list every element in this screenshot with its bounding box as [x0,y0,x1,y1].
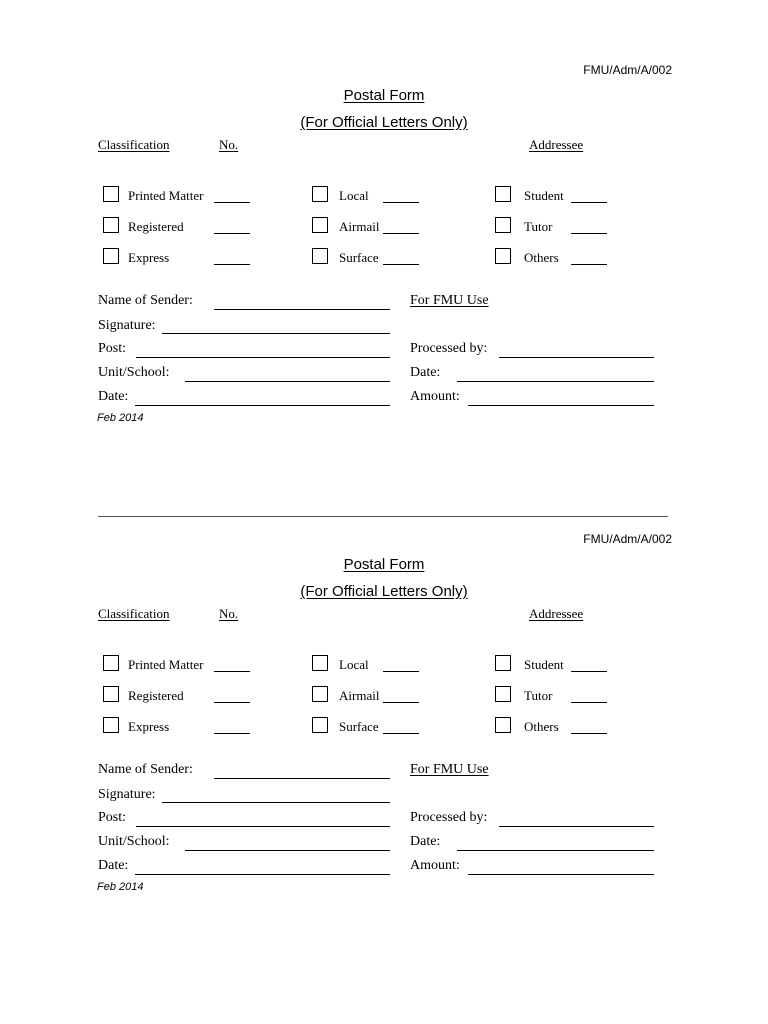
student-label: Student [524,657,564,672]
fmu-date-field[interactable] [457,381,654,382]
post-label: Post: [98,341,127,356]
postal-form-top [0,0,768,440]
signature-label: Signature: [98,318,156,333]
surface-label: Surface [339,719,379,734]
signature-field[interactable] [162,802,390,803]
local-checkbox[interactable] [312,655,328,671]
local-no-field[interactable] [383,202,419,203]
others-no-field[interactable] [571,264,607,265]
amount-field[interactable] [468,405,654,406]
processed-by-field[interactable] [499,357,654,358]
printed-matter-no-field[interactable] [214,202,250,203]
fmu-use-heading: For FMU Use [410,762,489,777]
local-no-field[interactable] [383,671,419,672]
express-checkbox[interactable] [103,248,119,264]
form-footer-date: Feb 2014 [97,412,144,424]
no-header: No. [219,137,239,152]
tutor-no-field[interactable] [571,233,607,234]
classification-header: Classification [98,137,170,152]
amount-label: Amount: [410,858,460,873]
form-footer-date: Feb 2014 [97,881,144,893]
no-header: No. [219,606,239,621]
tutor-label: Tutor [524,688,553,703]
tutor-no-field[interactable] [571,702,607,703]
tutor-checkbox[interactable] [495,686,511,702]
unit-school-label: Unit/School: [98,365,170,380]
sender-name-label: Name of Sender: [98,293,193,308]
registered-label: Registered [128,219,184,234]
addressee-header: Addressee [529,137,584,152]
surface-no-field[interactable] [383,733,419,734]
student-checkbox[interactable] [495,655,511,671]
express-checkbox[interactable] [103,717,119,733]
registered-no-field[interactable] [214,702,250,703]
fmu-use-heading: For FMU Use [410,293,489,308]
form-subtitle: (For Official Letters Only) [300,583,468,600]
surface-checkbox[interactable] [312,717,328,733]
airmail-no-field[interactable] [383,702,419,703]
surface-label: Surface [339,250,379,265]
fmu-date-field[interactable] [457,850,654,851]
amount-label: Amount: [410,389,460,404]
signature-field[interactable] [162,333,390,334]
student-no-field[interactable] [571,202,607,203]
sender-date-label: Date: [98,389,129,404]
airmail-checkbox[interactable] [312,686,328,702]
printed-matter-checkbox[interactable] [103,655,119,671]
processed-by-label: Processed by: [410,341,488,356]
postal-form-bottom [0,469,768,909]
airmail-label: Airmail [339,688,380,703]
others-no-field[interactable] [571,733,607,734]
student-no-field[interactable] [571,671,607,672]
registered-label: Registered [128,688,184,703]
sender-name-label: Name of Sender: [98,762,193,777]
printed-matter-label: Printed Matter [128,657,204,672]
local-label: Local [339,188,369,203]
post-field[interactable] [136,357,390,358]
student-label: Student [524,188,564,203]
post-field[interactable] [136,826,390,827]
unit-school-label: Unit/School: [98,834,170,849]
sender-date-field[interactable] [135,874,390,875]
local-checkbox[interactable] [312,186,328,202]
form-title: Postal Form [343,87,425,104]
others-checkbox[interactable] [495,248,511,264]
fmu-date-label: Date: [410,834,441,849]
surface-no-field[interactable] [383,264,419,265]
sender-name-field[interactable] [214,309,390,310]
others-label: Others [524,719,559,734]
registered-checkbox[interactable] [103,686,119,702]
processed-by-label: Processed by: [410,810,488,825]
sender-date-label: Date: [98,858,129,873]
fmu-date-label: Date: [410,365,441,380]
unit-school-field[interactable] [185,850,390,851]
express-no-field[interactable] [214,264,250,265]
amount-field[interactable] [468,874,654,875]
processed-by-field[interactable] [499,826,654,827]
unit-school-field[interactable] [185,381,390,382]
signature-label: Signature: [98,787,156,802]
others-label: Others [524,250,559,265]
form-code: FMU/Adm/A/002 [583,63,672,77]
airmail-no-field[interactable] [383,233,419,234]
sender-name-field[interactable] [214,778,390,779]
others-checkbox[interactable] [495,717,511,733]
local-label: Local [339,657,369,672]
registered-checkbox[interactable] [103,217,119,233]
form-code: FMU/Adm/A/002 [583,532,672,546]
surface-checkbox[interactable] [312,248,328,264]
express-no-field[interactable] [214,733,250,734]
tutor-label: Tutor [524,219,553,234]
post-label: Post: [98,810,127,825]
printed-matter-label: Printed Matter [128,188,204,203]
student-checkbox[interactable] [495,186,511,202]
classification-header: Classification [98,606,170,621]
sender-date-field[interactable] [135,405,390,406]
registered-no-field[interactable] [214,233,250,234]
addressee-header: Addressee [529,606,584,621]
form-title: Postal Form [343,556,425,573]
printed-matter-checkbox[interactable] [103,186,119,202]
express-label: Express [128,719,170,734]
printed-matter-no-field[interactable] [214,671,250,672]
airmail-label: Airmail [339,219,380,234]
airmail-checkbox[interactable] [312,217,328,233]
form-subtitle: (For Official Letters Only) [300,114,468,131]
express-label: Express [128,250,170,265]
tutor-checkbox[interactable] [495,217,511,233]
